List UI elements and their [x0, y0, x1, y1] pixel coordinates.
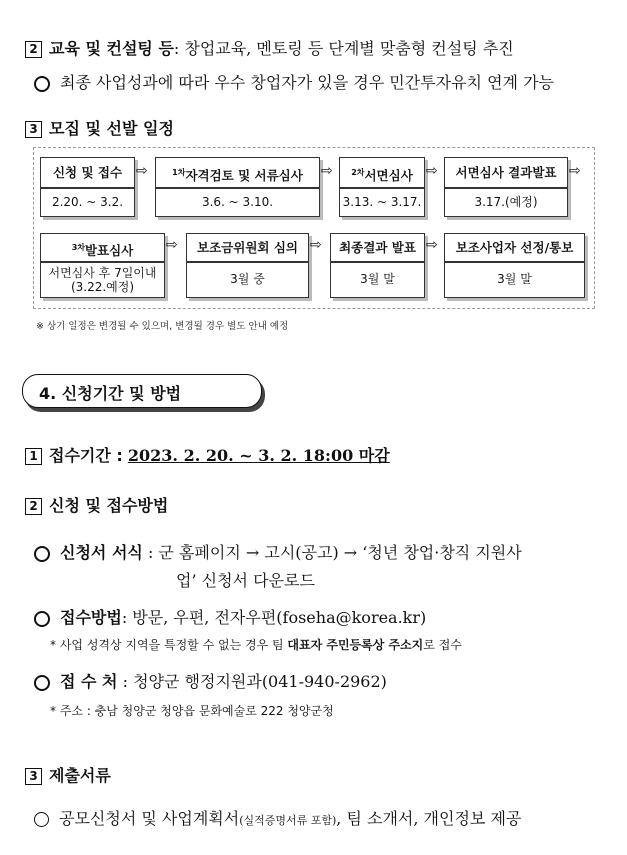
- bullet-text: 최종 사업성과에 따라 우수 창업자가 있을 경우 민간투자유치 연계 가능: [60, 73, 554, 92]
- item-number: 1: [25, 448, 42, 465]
- docs-text-small: (실적증명서류 포함): [239, 814, 337, 827]
- stage-notify: [444, 233, 585, 298]
- address-note: * 주소 : 충남 청양군 청양읍 문화예술로 222 청양군청: [50, 704, 334, 718]
- form-bullet: [34, 540, 522, 563]
- arrow-icon: ⇨: [166, 237, 178, 253]
- circle-bullet-icon: [34, 611, 50, 627]
- stage-date: 3월 중: [230, 272, 265, 286]
- item-number: 2: [25, 41, 42, 58]
- note-text: * 사업 성격상 지역을 특정할 수 없는 경우 팀: [50, 638, 288, 652]
- stage-date: 3.17.(예정): [474, 195, 538, 209]
- item-number: 3: [25, 768, 42, 785]
- stage-title-text: 발표심사: [84, 243, 134, 259]
- item-title: 교육 및 컨설팅 등: [49, 39, 174, 58]
- docs-heading: [25, 763, 111, 786]
- stage-date: 서면심사 후 7일이내: [48, 266, 157, 280]
- item-number: 3: [25, 121, 42, 138]
- arrow-icon: ⇨: [310, 237, 322, 253]
- receive-label: 접수방법: [60, 608, 122, 627]
- stage-title-text: 자격검토 및 서류심사: [185, 168, 303, 184]
- arrow-icon: ⇨: [569, 163, 581, 179]
- section-title: 4. 신청기간 및 방법: [39, 384, 182, 403]
- circle-bullet-icon: [34, 76, 50, 92]
- arrow-icon: ⇨: [426, 163, 438, 179]
- stage-title: 신청 및 접수: [41, 158, 134, 189]
- docs-text: 공모신청서 및 사업계획서: [59, 809, 240, 828]
- receive-note: [50, 636, 462, 653]
- arrow-icon: ⇨: [426, 237, 438, 253]
- period-value: 2023. 2. 20. ~ 3. 2. 18:00 마감: [127, 446, 390, 465]
- stage-title-text: 서면심사: [364, 168, 413, 184]
- docs-title: 제출서류: [49, 766, 111, 785]
- stage-title: [41, 234, 164, 263]
- stage-date: 3월 말: [360, 272, 395, 286]
- section-heading: [22, 374, 262, 408]
- stage-date: 2.20. ~ 3.2.: [51, 195, 124, 209]
- item-description: : 창업교육, 멘토링 등 단계별 맞춤형 컨설팅 추진: [173, 39, 514, 58]
- stage-date: 3월 말: [497, 272, 532, 286]
- stage-title: [156, 158, 319, 189]
- place-value: : 청양군 행정지원과(041-940-2962): [122, 672, 387, 691]
- stage-title: 보조사업자 선정/통보: [445, 234, 584, 263]
- docs-bullet: [34, 806, 521, 829]
- stage-date-sub: (3.22.예정): [70, 280, 135, 294]
- period-title: 접수기간 :: [49, 446, 123, 465]
- stage-title: 서면심사 결과발표: [445, 158, 567, 189]
- stage-written-result: [444, 157, 568, 217]
- item-schedule-heading: [25, 116, 174, 139]
- stage-committee: [186, 233, 309, 298]
- item-education: [25, 36, 514, 59]
- stage-title: [340, 158, 424, 189]
- form-value-cont: 업’ 신청서 다운로드: [176, 571, 315, 590]
- stage-final-result: [330, 233, 425, 298]
- item-number: 2: [25, 498, 42, 515]
- receive-bullet: [34, 605, 426, 628]
- period-heading: [25, 443, 390, 466]
- stage-doc-review: [155, 157, 320, 217]
- form-value: : 군 홈페이지 → 고시(공고) → ‘청년 창업·창직 지원사: [147, 543, 522, 562]
- arrow-icon: ⇨: [321, 163, 333, 179]
- circle-bullet-icon: [34, 812, 49, 827]
- arrow-icon: ⇨: [136, 163, 148, 179]
- stage-superscript: 3차: [71, 243, 85, 252]
- form-label: 신청서 서식: [60, 543, 143, 562]
- note-bold: 대표자 주민등록상 주소지: [287, 638, 424, 652]
- note-text-end: 로 접수: [423, 638, 462, 652]
- stage-superscript: 2차: [351, 168, 365, 177]
- stage-presentation: [40, 233, 165, 298]
- stage-title: 보조금위원회 심의: [187, 234, 308, 263]
- circle-bullet-icon: [34, 546, 50, 562]
- place-label: 접 수 처: [60, 672, 118, 691]
- stage-superscript: 1차: [172, 168, 186, 177]
- item-title: 모집 및 선발 일정: [49, 119, 174, 138]
- stage-date: 3.13. ~ 3.17.: [342, 195, 422, 209]
- circle-bullet-icon: [34, 675, 50, 691]
- investment-bullet: [34, 70, 554, 93]
- docs-text-end: , 팀 소개서, 개인정보 제공: [336, 809, 522, 828]
- place-bullet: [34, 669, 387, 692]
- stage-apply: [40, 157, 135, 217]
- method-title: 신청 및 접수방법: [49, 496, 169, 515]
- receive-value: : 방문, 우편, 전자우편(foseha@korea.kr): [121, 608, 427, 627]
- stage-written-review: [339, 157, 425, 217]
- stage-title: 최종결과 발표: [331, 234, 424, 263]
- schedule-note: ※ 상기 일정은 변경될 수 있으며, 변경될 경우 별도 안내 예정: [36, 321, 289, 332]
- stage-date: 3.6. ~ 3.10.: [201, 195, 274, 209]
- method-heading: [25, 493, 168, 516]
